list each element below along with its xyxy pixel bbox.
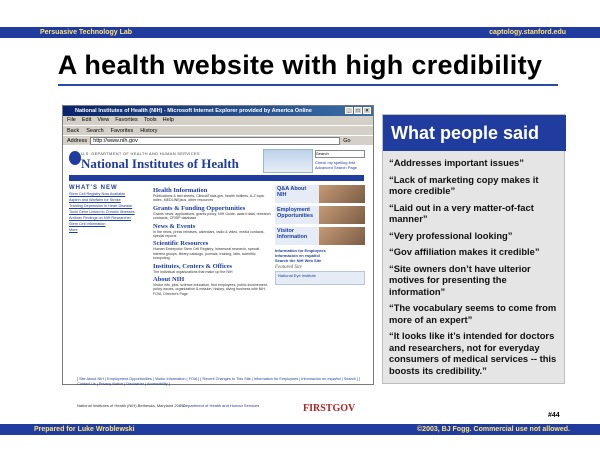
nih-footer-links: [ Site About NIH | Employment Opportunities | Visitor Information | FOIA ] [ Recent Changes to This Site | Information for Employees | Información en español | Search ] [ Contact Us | Privacy Notice | Disclaimer | Accessibility ] (77, 377, 361, 386)
history-button: History (140, 128, 158, 134)
section-text: Visitor info, jobs, science education, find employees, public involvement, policy issues, organization & mission, history, diving business with NIH, FOIA, Director's Page (153, 283, 268, 296)
lab-url: captology.stanford.edu (489, 29, 566, 36)
quote-item: “Site owners don’t have ulterior motives for presenting the information” (389, 262, 531, 297)
nih-footer-org: National Institutes of Health (NIH) Bethesda, Maryland 20892 (77, 403, 186, 408)
lab-name: Persuasive Technology Lab (40, 29, 133, 36)
nih-search-links (315, 160, 357, 170)
nih-nav-bar (69, 175, 364, 181)
promo-label: Q&A About NIH (275, 185, 319, 203)
promo-label: Visitor Information (275, 227, 319, 245)
section-text: The individual organizations that make up the NIH (153, 269, 233, 274)
quotes-panel (382, 114, 565, 384)
nih-right-column (275, 185, 365, 285)
copyright: ©2003, BJ Fogg. Commercial use not allowed. (417, 426, 570, 433)
site-search-link: Search the NIH Web Site (275, 258, 322, 263)
whats-new-column (69, 185, 149, 233)
close-icon: × (363, 107, 371, 114)
address-field: http://www.nih.gov (90, 137, 340, 145)
featured-label: Featured Site (275, 265, 302, 270)
whats-new-link: Treating Depression in Heart Disease (69, 204, 133, 208)
dept-line: U.S. DEPARTMENT OF HEALTH AND HUMAN SERVICES (81, 151, 200, 156)
quote-item: “The vocabulary seems to come from more of an expert” (389, 302, 557, 325)
menu-favorites: Favorites (115, 117, 138, 123)
nih-sections (153, 185, 271, 296)
section-title: About NIH (153, 276, 185, 284)
section-title: Institutes, Centers & Offices (153, 262, 233, 270)
quote-item: “Laid out in a very matter-of-fact manner” (389, 201, 534, 224)
slide-number: #44 (548, 412, 560, 419)
promo-box (275, 185, 365, 203)
nih-site-name: National Institutes of Health (81, 156, 239, 171)
browser-title-bar (63, 106, 373, 116)
featured-site: National Eye Institute (275, 271, 365, 285)
employees-link: Information for Employees (275, 248, 326, 253)
browser-screenshot (62, 105, 374, 414)
promo-box (275, 227, 365, 245)
maximize-icon: □ (354, 107, 362, 114)
menu-tools: Tools (143, 117, 157, 123)
right-links (275, 248, 365, 263)
section-title: Scientific Resources (153, 240, 209, 248)
browser-toolbar (63, 125, 373, 135)
header-bar (0, 27, 600, 38)
firstgov-logo: FIRSTGOV (303, 403, 356, 414)
promo-box (275, 206, 365, 224)
section-text: Grants news, applications, grants policy, NIH Guide, award data, research contracts, CRISP database (153, 211, 271, 221)
favorites-button: Favorites (110, 128, 134, 134)
menu-view: View (97, 117, 110, 123)
address-label: Address (67, 137, 88, 144)
quote-item: “Gov affiliation makes it credible” (389, 246, 540, 257)
section-title: Health Information (153, 187, 208, 194)
hhs-footer-link: Department of Health and Human Services (183, 403, 260, 408)
address-bar (63, 135, 373, 145)
whats-new-link: Stem Cell Registry Now Available (69, 192, 126, 196)
title-divider (58, 84, 558, 86)
slide-title: A health website with high credibility (57, 50, 543, 80)
advanced-search-link: Advanced Search Page (315, 165, 358, 170)
panel-heading: What people said (383, 115, 566, 151)
nih-building-image (263, 149, 313, 173)
spanish-link: Información en español (275, 253, 320, 258)
nih-homepage (63, 145, 373, 414)
menu-help: Help (162, 117, 174, 123)
search-button: Search (86, 128, 104, 134)
whats-new-link: Anthrax Findings on NIH Researcher (69, 216, 132, 220)
quote-item: “Lack of marketing copy makes it more credible” (389, 173, 539, 196)
browser-window-title: National Institutes of Health (NIH) - Microsoft Internet Explorer provided by America Online (75, 108, 312, 114)
spelling-link: Check my spelling first (315, 160, 356, 165)
whats-new-link: More (69, 228, 78, 232)
nih-logo (81, 151, 241, 173)
section-text: Publications & fact sheets, ClinicalTrials.gov, health hotlines, A-Z topic index, MEDLINEplus, other resources (153, 194, 265, 203)
footer-bar (0, 424, 600, 435)
go-button: Go (343, 137, 351, 144)
section-text: In the news, press releases, calendars, radio & video, media contacts, special reports (153, 229, 265, 239)
quote-item: “It looks like it’s intended for doctors and researchers, not for everyday consumers of medical services -- this boosts its credibility.” (389, 330, 557, 376)
browser-menu-bar (63, 116, 373, 125)
minimize-icon: _ (345, 107, 353, 114)
back-button: Back (67, 128, 80, 134)
section-title: Grants & Funding Opportunities (153, 204, 246, 212)
whats-new-heading: WHAT'S NEW (69, 185, 118, 191)
promo-photo (319, 206, 365, 224)
promo-label: Employment Opportunities (275, 206, 319, 224)
nih-search-input: Search (315, 150, 365, 158)
quote-list (389, 157, 564, 381)
hhs-seal-icon (69, 151, 81, 165)
section-text: Human Embryonic Stem Cell Registry, intramural research, special interest groups, library catalogs, journals, training, labs, scientific computing (153, 247, 260, 261)
menu-edit: Edit (81, 117, 92, 123)
quote-item: “Very professional looking” (389, 229, 513, 241)
promo-photo (319, 185, 365, 203)
whats-new-link: Toxin Gene Linked to Chronic Illnesses (69, 210, 135, 214)
whats-new-link: Stem Cell Information (69, 222, 106, 226)
section-title: News & Events (153, 222, 196, 230)
menu-file: File (67, 117, 76, 123)
whats-new-link: Aspirin and Warfarin for Stroke (69, 198, 121, 202)
quote-item: “Addresses important issues” (389, 157, 524, 168)
promo-photo (319, 227, 365, 245)
prepared-for: Prepared for Luke Wroblewski (34, 426, 135, 433)
